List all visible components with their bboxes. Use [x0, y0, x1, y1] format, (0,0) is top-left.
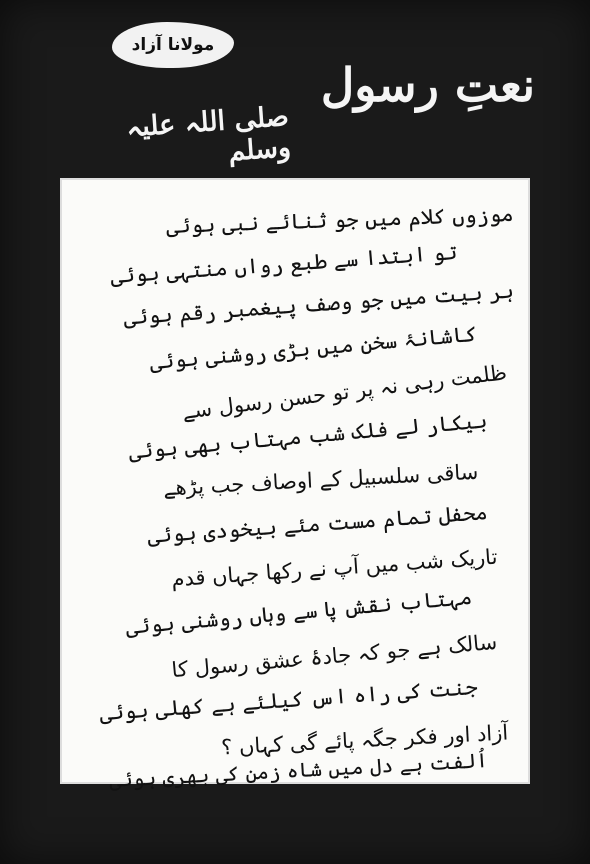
verse-line: بیکار لے فلک شب مہتاب بھی ہوئی: [127, 408, 489, 464]
poem-title: نعتِ رسول: [320, 58, 535, 112]
verse-line: کاشانۂ سخن میں بڑی روشنی ہوئی: [148, 321, 479, 375]
verse-line: آزاد اور فکر جگہ پائے گی کہاں ؟: [220, 720, 509, 760]
verse-line: تاریک شب میں آپ نے رکھا جہاں قدم: [170, 544, 499, 592]
verse-line: موزوں کلام میں جو ثنائے نبی ہوئی: [166, 201, 515, 239]
verse-line: سالک ہے جو کہ جادۂ عشق رسول کا: [170, 629, 499, 683]
verse-line: ہر بیت میں جو وصف پیغمبر رقم ہوئی: [122, 278, 515, 330]
verse-line: ظلمت رہی نہ پر تو حسن رسول سے: [180, 360, 509, 424]
author-badge: [112, 22, 234, 68]
verse-line: محفل تمام مست مئے بیخودی ہوئی: [146, 500, 489, 548]
verse-panel: [60, 178, 530, 792]
verse-line: مہتاب نقش پا سے وہاں روشنی ہوئی: [124, 584, 474, 640]
poem-subtitle: صلی اللہ علیہ وسلم: [125, 101, 292, 168]
verse-line: ساقی سلسبیل کے اوصاف جب پڑھے: [162, 459, 479, 501]
author-name: مولانا آزاد: [131, 35, 215, 55]
verse-line: جنت کی راہ اس کیلئے ہے کھلی ہوئی: [98, 674, 479, 726]
verse-line: تو ابتدا سے طبع رواں منتہی ہوئی: [109, 239, 459, 289]
verse-line: اُلفت ہے دل میں شاہ زمن کی بھری ہوئی: [108, 748, 489, 792]
